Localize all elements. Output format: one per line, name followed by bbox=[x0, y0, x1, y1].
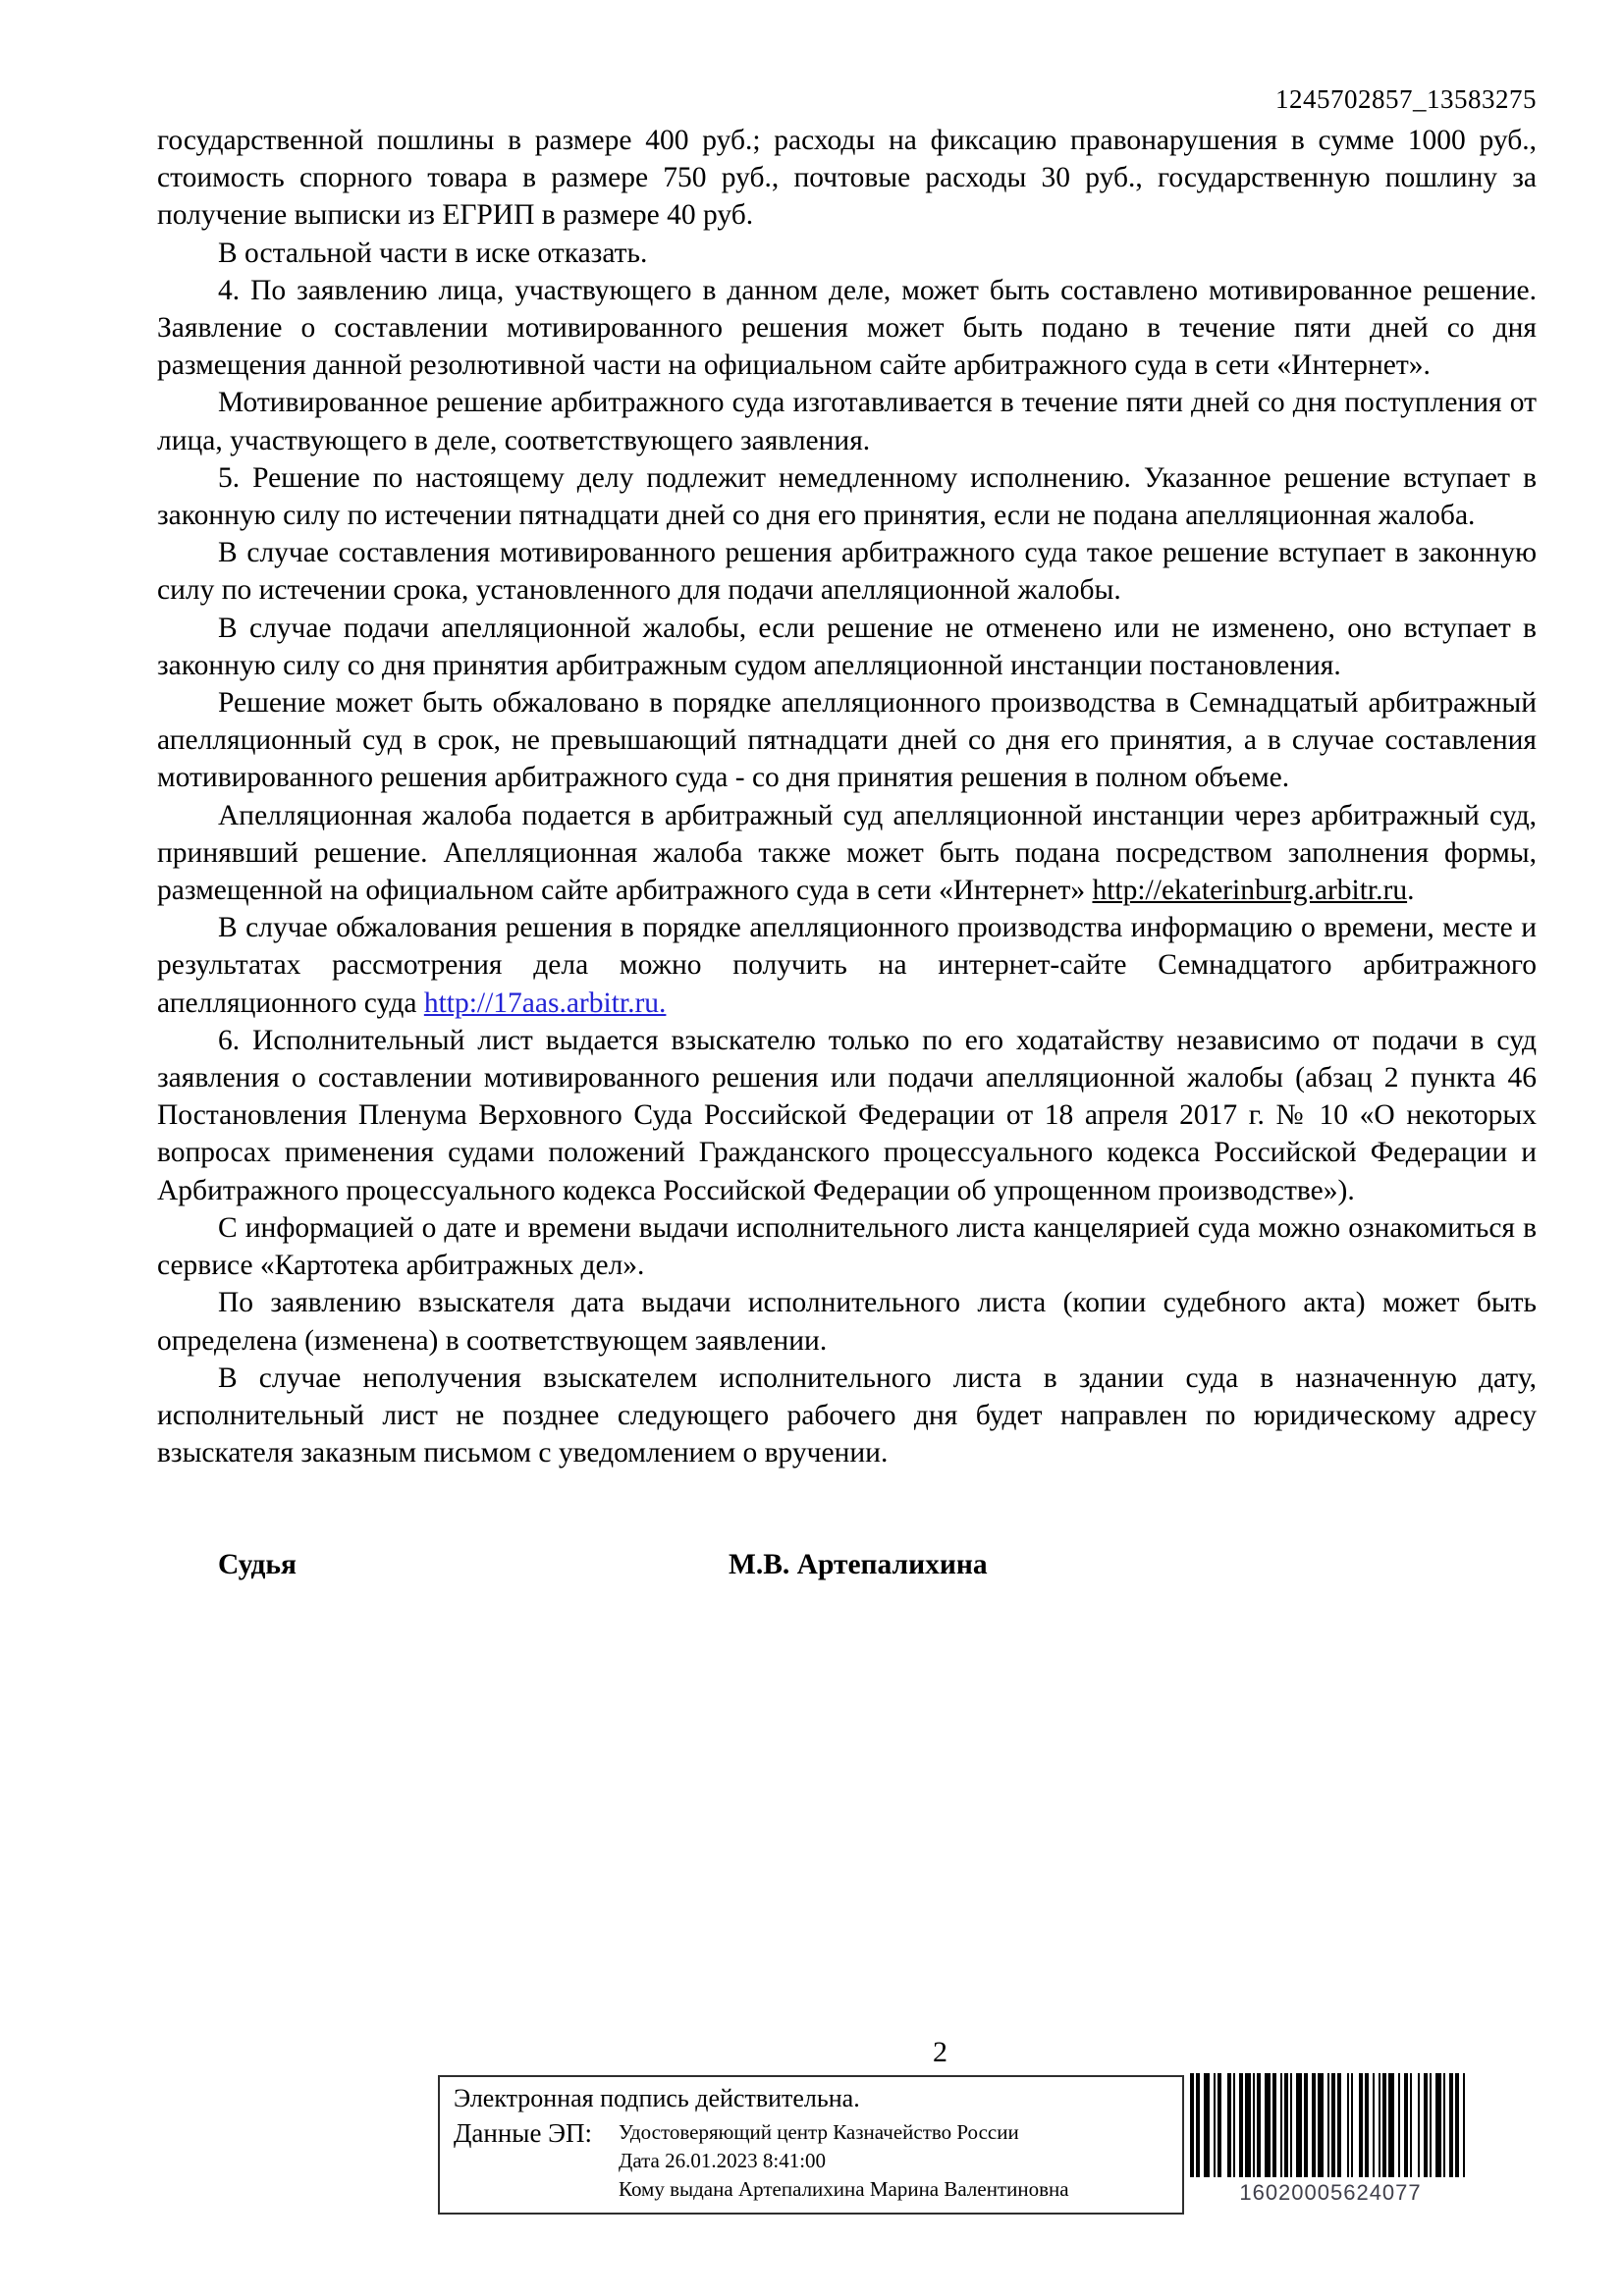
paragraph: Мотивированное решение арбитражного суда изготавливается в течение пяти дней со дня поступления от лица, участвующего в деле, соответствующего заявления. bbox=[157, 387, 1537, 456]
judge-name: М.В. Артепалихина bbox=[729, 1549, 988, 1581]
paragraph: В случае неполучения взыскателем исполнительного листа в здании суда в назначенную дату, исполнительный лист не позднее следующего рабочего дня будет направлен по юридическому адресу взыскателя заказным письмом с уведомлением о вручении. bbox=[157, 1362, 1537, 1469]
paragraph-text: . bbox=[1407, 875, 1415, 907]
paragraph: Решение может быть обжаловано в порядке апелляционного производства в Семнадцатый арбитражный апелляционный суд в срок, не превышающий пятнадцати дней со дня его принятия, а в случае составления мотивированного решения арбитражного суда - со дня принятия решения в полном объеме. bbox=[157, 687, 1537, 794]
signature-line bbox=[157, 1546, 1537, 1583]
paragraph: В случае подачи апелляционной жалобы, если решение не отменено или не изменено, оно вступает в законную силу со дня принятия арбитражным судом апелляционной инстанции постановления. bbox=[157, 612, 1537, 681]
barcode-number: 16020005624077 bbox=[1239, 2180, 1422, 2205]
document-id-number: 1245702857_13583275 bbox=[1275, 84, 1537, 114]
paragraph-text: В случае обжалования решения в порядке апелляционного производства информацию о времени, месте и результатах рассмотрения дела можно получить на интернет-сайте Семнадцатого арбитражного апелляционного суда bbox=[157, 912, 1537, 1019]
signature-data-row bbox=[454, 2118, 1182, 2204]
appellate-court-link[interactable]: http://17aas.arbitr.ru. bbox=[423, 987, 667, 1019]
paragraph: В остальной части в иске отказать. bbox=[218, 237, 648, 269]
paragraph bbox=[157, 909, 1537, 1022]
document-body bbox=[157, 122, 1537, 1584]
barcode bbox=[1190, 2073, 1471, 2206]
paragraph: 4. По заявлению лица, участвующего в данном деле, может быть составлено мотивированное решение. Заявление о составлении мотивированного решения может быть подано в течение пяти дней со дня размещения данной резолютивной части на официальном сайте арбитражного суда в сети «Интернет». bbox=[157, 274, 1537, 382]
paragraph bbox=[157, 797, 1537, 910]
paragraph: С информацией о дате и времени выдачи исполнительного листа канцелярией суда можно ознакомиться в сервисе «Картотека арбитражных дел». bbox=[157, 1211, 1537, 1282]
certificate-authority: Удостоверяющий центр Казначейство России bbox=[619, 2120, 1019, 2144]
paragraph: В случае составления мотивированного решения арбитражного суда такое решение вступает в законную силу по истечении срока, установленного для подачи апелляционной жалобы. bbox=[157, 537, 1537, 607]
signature-details bbox=[619, 2118, 1069, 2204]
paragraph: По заявлению взыскателя дата выдачи исполнительного листа (копии судебного акта) может быть определена (изменена) в соответствующем заявлении. bbox=[157, 1287, 1537, 1357]
paragraph-text: Апелляционная жалоба подается в арбитражный суд апелляционной инстанции через арбитражный суд, принявший решение. Апелляционная жалоба также может быть подана посредством заполнения формы, размещенной на официальном сайте арбитражного суда в сети «Интернет» bbox=[157, 799, 1537, 907]
electronic-signature-stamp bbox=[438, 2075, 1184, 2215]
barcode-bars bbox=[1190, 2073, 1471, 2177]
certificate-owner: Кому выдана Артепалихина Марина Валентиновна bbox=[619, 2177, 1069, 2201]
signature-date: Дата 26.01.2023 8:41:00 bbox=[619, 2149, 827, 2172]
signature-valid-text: Электронная подпись действительна. bbox=[454, 2084, 860, 2112]
signature-data-label: Данные ЭП: bbox=[454, 2118, 592, 2148]
paragraph: 6. Исполнительный лист выдается взыскателю только по его ходатайству независимо от подачи в суд заявления о составлении мотивированного решения или подачи апелляционной жалобы (абзац 2 пункта 46 Постановления Пленума Верховного Суда Российской Федерации от 18 апреля 2017 г. № 10 «О некоторых вопросах применения судами положений Гражданского процессуального кодекса Российской Федерации и Арбитражного процессуального кодекса Российской Федерации об упрощенном производстве»). bbox=[157, 1024, 1537, 1206]
page-number: 2 bbox=[933, 2036, 947, 2068]
ekaterinburg-court-link[interactable]: http://ekaterinburg.arbitr.ru bbox=[1092, 875, 1408, 907]
judge-label: Судья bbox=[218, 1549, 297, 1581]
paragraph: 5. Решение по настоящему делу подлежит немедленному исполнению. Указанное решение вступает в законную силу по истечении пятнадцати дней со дня его принятия, если не подана апелляционная жалоба. bbox=[157, 461, 1537, 532]
paragraph: государственной пошлины в размере 400 руб.; расходы на фиксацию правонарушения в сумме 1000 руб., стоимость спорного товара в размере 750 руб., почтовые расходы 30 руб., государственную пошлину за получение выписки из ЕГРИП в размере 40 руб. bbox=[157, 125, 1537, 232]
